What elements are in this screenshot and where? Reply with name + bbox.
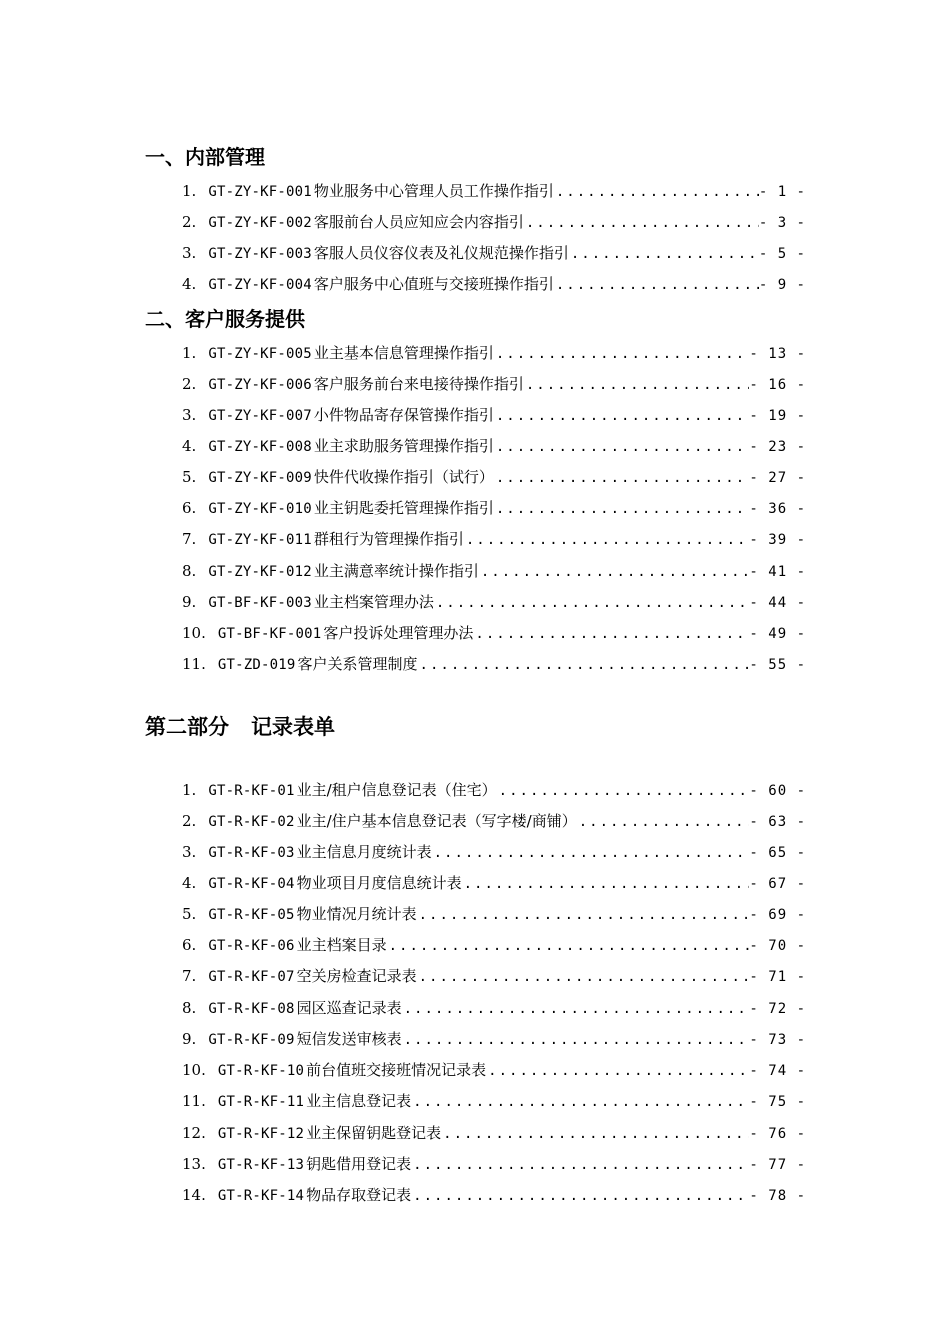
toc-entry[interactable] xyxy=(182,178,806,204)
toc-entry-page: - 77 - xyxy=(749,1157,806,1173)
toc-entry-code: GT-ZY-KF-006 xyxy=(208,377,312,393)
toc-entry-page: - 72 - xyxy=(749,1001,806,1017)
dot-leader xyxy=(554,272,759,298)
dot-leader xyxy=(387,933,750,959)
toc-entry-title: 客户投诉处理管理办法 xyxy=(323,624,474,642)
toc-entry-number: 3. xyxy=(182,406,197,424)
dot-leader xyxy=(494,403,750,429)
toc-entry-page: - 13 - xyxy=(749,346,806,362)
toc-entry-number: 9. xyxy=(182,593,197,611)
toc-entry-number: 2. xyxy=(182,375,197,393)
part-title: 记录表单 xyxy=(251,715,335,739)
toc-entry-code: GT-ZY-KF-004 xyxy=(208,277,312,293)
toc-entry[interactable] xyxy=(182,402,806,428)
toc-entry-code: GT-BF-KF-003 xyxy=(208,595,312,611)
toc-entry-code: GT-R-KF-05 xyxy=(208,907,295,923)
dot-leader xyxy=(577,809,750,835)
toc-entry-code: GT-R-KF-12 xyxy=(217,1126,305,1142)
toc-entry-code: GT-R-KF-02 xyxy=(208,814,295,830)
toc-entry[interactable] xyxy=(182,1026,806,1052)
dot-leader xyxy=(486,1058,749,1084)
toc-entry-code: GT-R-KF-01 xyxy=(208,783,295,799)
toc-entry[interactable] xyxy=(182,1057,806,1083)
toc-entry-number: 6. xyxy=(182,499,197,517)
toc-entry-number: 3. xyxy=(182,843,197,861)
toc-entry[interactable] xyxy=(182,271,806,297)
toc-entry-number: 7. xyxy=(182,967,197,985)
toc-entry-page: - 5 - xyxy=(758,246,806,262)
toc-entry[interactable] xyxy=(182,240,806,266)
toc-entry[interactable] xyxy=(182,209,806,235)
dot-leader xyxy=(497,778,750,804)
toc-entry[interactable] xyxy=(182,589,806,615)
toc-entry[interactable] xyxy=(182,651,806,677)
toc-entry-number: 4. xyxy=(182,275,197,293)
toc-entry[interactable] xyxy=(182,526,806,552)
toc-entry-page: - 19 - xyxy=(749,408,806,424)
toc-entry[interactable] xyxy=(182,371,806,397)
toc-entry-number: 1. xyxy=(182,781,197,799)
part-heading-record-forms xyxy=(145,714,335,740)
toc-entry-title: 短信发送审核表 xyxy=(296,1030,402,1048)
toc-entry-number: 5. xyxy=(182,468,197,486)
toc-entry-title: 业主信息登记表 xyxy=(306,1092,412,1110)
toc-entry-number: 6. xyxy=(182,936,197,954)
toc-entry[interactable] xyxy=(182,464,806,490)
toc-entry[interactable] xyxy=(182,1182,806,1208)
toc-entry[interactable] xyxy=(182,1120,806,1146)
toc-entry-page: - 74 - xyxy=(749,1063,806,1079)
toc-entry-title: 物品存取登记表 xyxy=(306,1186,412,1204)
toc-entry-title: 客户关系管理制度 xyxy=(297,655,418,673)
toc-entry-title: 业主/住户基本信息登记表（写字楼/商铺） xyxy=(296,812,577,830)
dot-leader xyxy=(524,372,750,398)
toc-entry-number: 9. xyxy=(182,1030,197,1048)
toc-entry-title: 快件代收操作指引（试行） xyxy=(313,468,494,486)
toc-entry-page: - 75 - xyxy=(749,1094,806,1110)
toc-entry[interactable] xyxy=(182,340,806,366)
toc-entry-page: - 78 - xyxy=(749,1188,806,1204)
toc-entry-page: - 44 - xyxy=(749,595,806,611)
toc-entry-number: 2. xyxy=(182,213,197,231)
toc-entry-number: 8. xyxy=(182,562,197,580)
toc-entry-page: - 71 - xyxy=(749,969,806,985)
toc-entry-title: 业主/租户信息登记表（住宅） xyxy=(296,781,497,799)
toc-entry-number: 1. xyxy=(182,182,197,200)
toc-entry[interactable] xyxy=(182,1151,806,1177)
toc-entry-code: GT-R-KF-03 xyxy=(208,845,295,861)
toc-entry-page: - 23 - xyxy=(749,439,806,455)
toc-entry-code: GT-R-KF-08 xyxy=(208,1001,295,1017)
toc-entry-title: 客户服务中心值班与交接班操作指引 xyxy=(313,275,554,293)
toc-entry-number: 14. xyxy=(182,1186,206,1204)
toc-entry-title: 业主档案管理办法 xyxy=(313,593,434,611)
toc-entry-title: 业主保留钥匙登记表 xyxy=(306,1124,442,1142)
toc-entry-number: 2. xyxy=(182,812,197,830)
toc-entry-page: - 39 - xyxy=(749,532,806,548)
toc-entry[interactable] xyxy=(182,1088,806,1114)
dot-leader xyxy=(479,559,750,585)
section-heading-customer-service: 二、客户服务提供 xyxy=(145,307,305,331)
toc-entry-title: 客服人员仪容仪表及礼仪规范操作指引 xyxy=(313,244,569,262)
toc-entry-code: GT-R-KF-13 xyxy=(217,1157,305,1173)
toc-entry-title: 物业情况月统计表 xyxy=(296,905,417,923)
dot-leader xyxy=(494,496,750,522)
toc-entry-code: GT-R-KF-09 xyxy=(208,1032,295,1048)
toc-entry-title: 业主基本信息管理操作指引 xyxy=(313,344,494,362)
dot-leader xyxy=(494,434,750,460)
toc-entry[interactable] xyxy=(182,963,806,989)
dot-leader xyxy=(418,652,750,678)
section-heading-internal-management: 一、内部管理 xyxy=(145,145,265,169)
toc-entry-code: GT-R-KF-11 xyxy=(217,1094,305,1110)
toc-entry-title: 前台值班交接班情况记录表 xyxy=(306,1061,487,1079)
toc-entry-number: 7. xyxy=(182,530,197,548)
toc-entry-code: GT-ZY-KF-012 xyxy=(208,564,312,580)
toc-entry-title: 空关房检查记录表 xyxy=(296,967,417,985)
toc-entry-page: - 55 - xyxy=(749,657,806,673)
dot-leader xyxy=(411,1089,749,1115)
toc-entry[interactable] xyxy=(182,808,806,834)
toc-entry-number: 5. xyxy=(182,905,197,923)
toc-entry-page: - 65 - xyxy=(749,845,806,861)
toc-entry-title: 小件物品寄存保管操作指引 xyxy=(313,406,494,424)
toc-entry-page: - 69 - xyxy=(749,907,806,923)
part-label: 第二部分 xyxy=(145,715,229,739)
toc-entry[interactable] xyxy=(182,620,806,646)
toc-entry-title: 群租行为管理操作指引 xyxy=(313,530,464,548)
toc-entry-title: 业主满意率统计操作指引 xyxy=(313,562,479,580)
dot-leader xyxy=(402,996,750,1022)
toc-entry-page: - 27 - xyxy=(749,470,806,486)
toc-entry-number: 3. xyxy=(182,244,197,262)
dot-leader xyxy=(402,1027,750,1053)
toc-entry-code: GT-ZY-KF-005 xyxy=(208,346,312,362)
toc-entry-page: - 76 - xyxy=(749,1126,806,1142)
toc-entry-number: 10. xyxy=(182,1061,206,1079)
dot-leader xyxy=(464,527,750,553)
toc-entry-number: 11. xyxy=(182,1092,206,1110)
toc-entry-page: - 3 - xyxy=(758,215,806,231)
toc-entry-code: GT-ZY-KF-003 xyxy=(208,246,312,262)
toc-entry-title: 物业项目月度信息统计表 xyxy=(296,874,462,892)
dot-leader xyxy=(411,1183,749,1209)
toc-entry-code: GT-R-KF-14 xyxy=(217,1188,305,1204)
toc-entry[interactable] xyxy=(182,777,806,803)
toc-entry-code: GT-ZY-KF-007 xyxy=(208,408,312,424)
toc-entry-title: 物业服务中心管理人员工作操作指引 xyxy=(313,182,554,200)
dot-leader xyxy=(524,210,759,236)
toc-entry-code: GT-R-KF-06 xyxy=(208,938,295,954)
toc-entry-page: - 1 - xyxy=(758,184,806,200)
dot-leader xyxy=(462,871,750,897)
toc-entry-page: - 73 - xyxy=(749,1032,806,1048)
dot-leader xyxy=(441,1121,749,1147)
toc-entry[interactable] xyxy=(182,433,806,459)
toc-entry-title: 业主信息月度统计表 xyxy=(296,843,432,861)
toc-entry-code: GT-ZY-KF-001 xyxy=(208,184,312,200)
toc-entry-code: GT-R-KF-04 xyxy=(208,876,295,892)
toc-entry-page: - 41 - xyxy=(749,564,806,580)
dot-leader xyxy=(554,179,759,205)
dot-leader xyxy=(417,964,750,990)
toc-entry-number: 10. xyxy=(182,624,206,642)
toc-entry[interactable] xyxy=(182,558,806,584)
toc-entry-title: 钥匙借用登记表 xyxy=(306,1155,412,1173)
toc-entry[interactable] xyxy=(182,495,806,521)
dot-leader xyxy=(417,902,750,928)
toc-entry-code: GT-BF-KF-001 xyxy=(217,626,322,642)
toc-entry-number: 11. xyxy=(182,655,206,673)
toc-entry-code: GT-ZD-019 xyxy=(217,657,296,673)
toc-entry-number: 1. xyxy=(182,344,197,362)
toc-entry[interactable] xyxy=(182,870,806,896)
toc-entry-code: GT-R-KF-07 xyxy=(208,969,295,985)
toc-entry-page: - 16 - xyxy=(749,377,806,393)
toc-entry-title: 业主钥匙委托管理操作指引 xyxy=(313,499,494,517)
toc-entry-page: - 49 - xyxy=(749,626,806,642)
toc-entry-title: 客服前台人员应知应会内容指引 xyxy=(313,213,524,231)
toc-entry-title: 园区巡查记录表 xyxy=(296,999,402,1017)
toc-entry-title: 业主档案目录 xyxy=(296,936,387,954)
dot-leader xyxy=(473,621,749,647)
toc-entry-number: 4. xyxy=(182,437,197,455)
dot-leader xyxy=(432,840,750,866)
toc-entry-page: - 60 - xyxy=(749,783,806,799)
toc-entry-code: GT-ZY-KF-002 xyxy=(208,215,312,231)
toc-entry-code: GT-ZY-KF-009 xyxy=(208,470,312,486)
toc-entry-page: - 9 - xyxy=(758,277,806,293)
toc-entry[interactable] xyxy=(182,901,806,927)
toc-entry-title: 客户服务前台来电接待操作指引 xyxy=(313,375,524,393)
toc-entry-page: - 63 - xyxy=(749,814,806,830)
dot-leader xyxy=(434,590,750,616)
toc-entry[interactable] xyxy=(182,995,806,1021)
toc-entry-number: 4. xyxy=(182,874,197,892)
toc-entry-page: - 67 - xyxy=(749,876,806,892)
toc-entry-number: 13. xyxy=(182,1155,206,1173)
dot-leader xyxy=(494,341,750,367)
toc-entry-number: 12. xyxy=(182,1124,206,1142)
toc-entry-page: - 70 - xyxy=(749,938,806,954)
toc-entry-code: GT-ZY-KF-011 xyxy=(208,532,312,548)
toc-entry-code: GT-ZY-KF-008 xyxy=(208,439,312,455)
dot-leader xyxy=(494,465,750,491)
toc-entry-code: GT-ZY-KF-010 xyxy=(208,501,312,517)
toc-entry[interactable] xyxy=(182,839,806,865)
dot-leader xyxy=(411,1152,749,1178)
toc-entry[interactable] xyxy=(182,932,806,958)
dot-leader xyxy=(569,241,759,267)
toc-entry-code: GT-R-KF-10 xyxy=(217,1063,305,1079)
toc-entry-page: - 36 - xyxy=(749,501,806,517)
toc-entry-title: 业主求助服务管理操作指引 xyxy=(313,437,494,455)
toc-entry-number: 8. xyxy=(182,999,197,1017)
